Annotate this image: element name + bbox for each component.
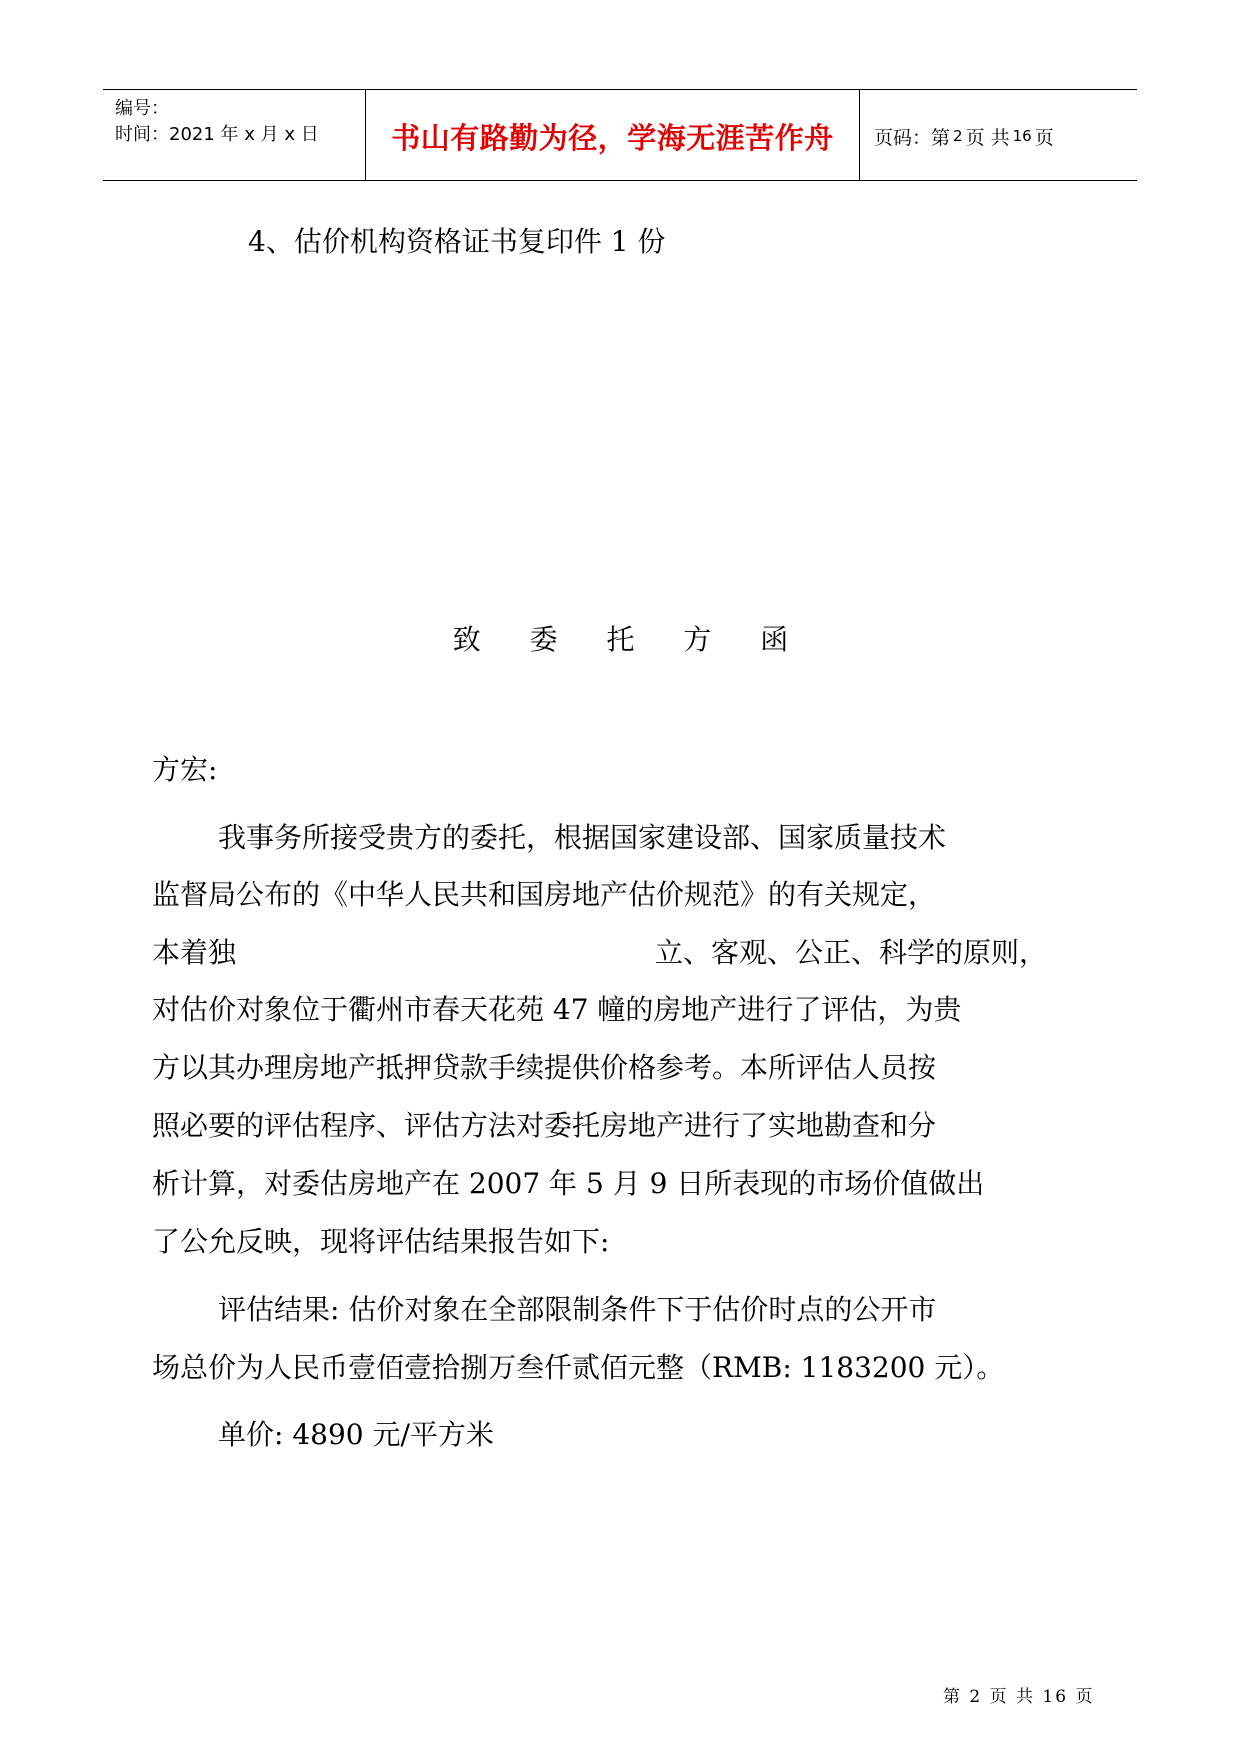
header-number-label: 编号： [115,98,169,119]
header-time-label: 时间：2021 年 x 月 x 日 [115,124,319,145]
body-line: 照必要的评估程序、评估方法对委托房地产进行了实地勘查和分 [152,1109,937,1142]
body-line: 对估价对象位于衢州市春天花苑 47 幢的房地产进行了评估，为贵 [152,993,962,1026]
header-page-prefix: 页码：第 [874,126,951,149]
body-line: 立、客观、公正、科学的原则， [655,936,1048,969]
header-page-total: 16 [1012,127,1032,145]
header-motto [366,90,860,180]
letter-salutation: 方宏: [152,753,218,786]
body-line: 我事务所接受贵方的委托，根据国家建设部、国家质量技术 [218,821,947,854]
header-page-info [860,90,1137,180]
page-footer: 第 2 页 共 16 页 [943,1687,1095,1707]
body-line: 了公允反映，现将评估结果报告如下: [152,1225,610,1258]
body-line: 方以其办理房地产抵押贷款手续提供价格参考。本所评估人员按 [152,1051,937,1084]
attachment-line: 4、估价机构资格证书复印件 1 份 [248,225,666,258]
body-line: 监督局公布的《中华人民共和国房地产估价规范》的有关规定， [152,878,937,911]
header-page-suffix: 页 [1034,126,1054,149]
letter-title: 致 委 托 方 函 [452,623,809,656]
result-line: 评估结果: 估价对象在全部限制条件下于估价时点的公开市 [218,1293,937,1326]
body-line: 析计算，对委估房地产在 2007 年 5 月 9 日所表现的市场价值做出 [152,1167,985,1200]
header-page-current: 2 [953,127,963,145]
page-header [103,89,1137,181]
header-motto-text: 书山有路勤为径，学海无涯苦作舟 [391,120,834,155]
unit-price: 单价: 4890 元/平方米 [218,1418,494,1451]
result-line: 场总价为人民币壹佰壹拾捌万叁仟贰佰元整（RMB: 1183200 元）。 [152,1351,1005,1384]
header-page-mid: 页 共 [965,126,1010,149]
header-meta [103,90,366,180]
body-line: 本着独 [152,936,237,969]
